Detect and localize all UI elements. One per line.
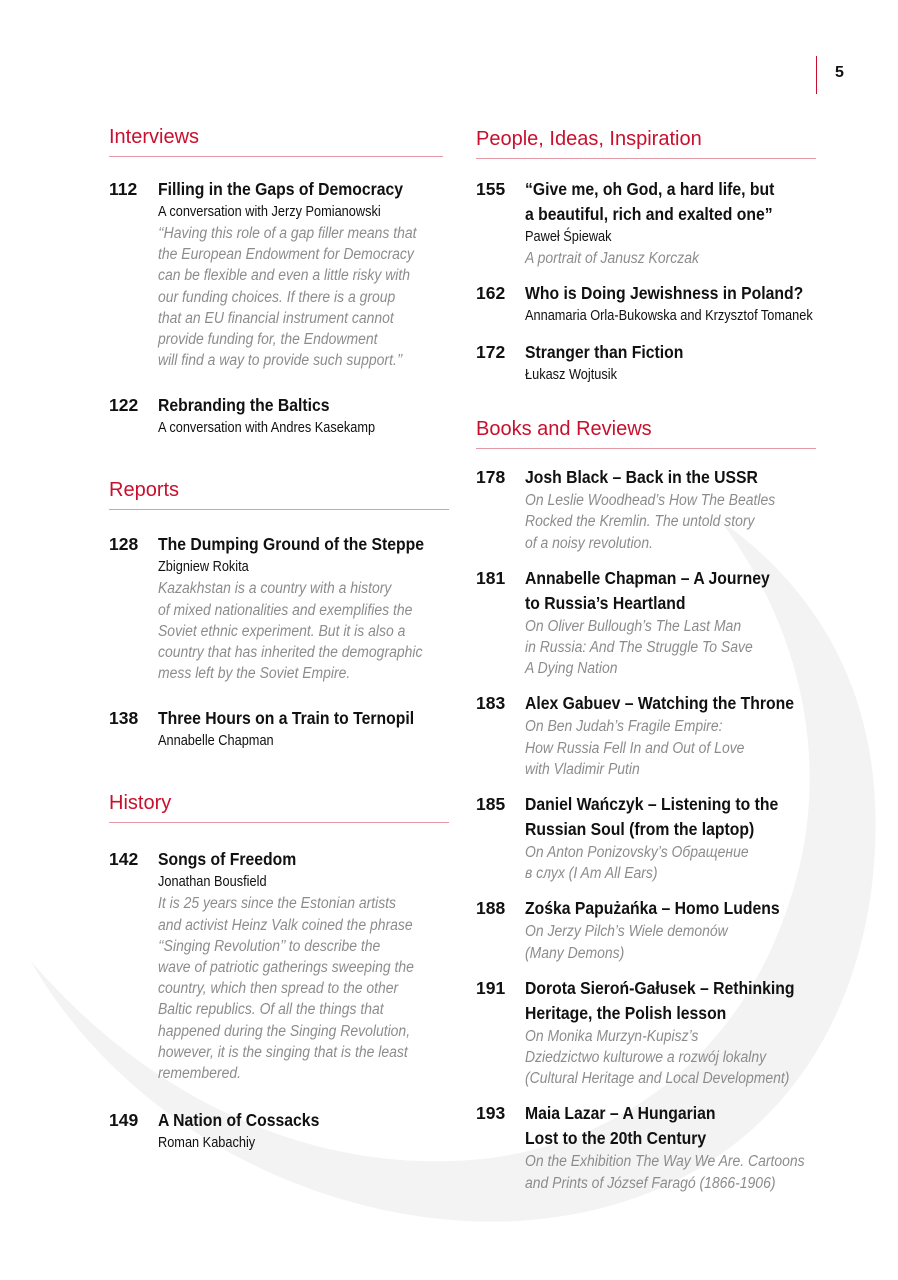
entry-desc-line: the European Endowment for Democracy xyxy=(158,246,414,264)
entry-title-line: Russian Soul (from the laptop) xyxy=(525,819,755,840)
entry-desc-line: Soviet ethnic experiment. But it is also a xyxy=(158,622,406,640)
entry-author: A conversation with Andres Kasekamp xyxy=(158,420,376,437)
entry-title-line: Dorota Sieroń-Gałusek – Rethinking xyxy=(525,977,795,998)
toc-entry[interactable] xyxy=(109,532,449,684)
entry-desc-line: A portrait of Janusz Korczak xyxy=(525,250,699,267)
entry-desc-line: в слух (I Am All Ears) xyxy=(525,865,658,883)
entry-title-line: Maia Lazar – A Hungarian xyxy=(525,1103,716,1124)
entry-desc-line: A Dying Nation xyxy=(525,660,618,678)
entry-title-line: Alex Gabuev – Watching the Throne xyxy=(525,693,794,714)
section-interviews xyxy=(109,124,449,157)
entry-author: Annamaria Orla-Bukowska and Krzysztof Tomanek xyxy=(525,308,813,325)
entry-title-line: Josh Black – Back in the USSR xyxy=(525,467,758,488)
entry-title: Rebranding the Baltics xyxy=(158,395,330,416)
entry-desc-line: It is 25 years since the Estonian artists xyxy=(158,895,397,913)
entry-title: A Nation of Cossacks xyxy=(158,1110,320,1131)
entry-title: Songs of Freedom xyxy=(158,849,297,870)
entry-desc-line: and Prints of József Faragó (1866-1906) xyxy=(525,1174,776,1192)
entry-page: 178 xyxy=(476,467,506,488)
toc-entry[interactable] xyxy=(476,792,821,884)
entry-title: Stranger than Fiction xyxy=(525,342,684,363)
toc-entry[interactable] xyxy=(476,976,821,1090)
entry-desc-line: provide funding for, the Endowment xyxy=(158,331,378,349)
entry-title-line: “Give me, oh God, a hard life, but xyxy=(525,179,775,199)
section-people-ideas xyxy=(476,126,821,159)
entry-desc-line: country that has inherited the demographic xyxy=(158,644,423,662)
entry-page: 188 xyxy=(476,898,506,919)
toc-entry[interactable] xyxy=(476,281,821,327)
section-history xyxy=(109,790,449,823)
entry-desc-line: mess left by the Soviet Empire. xyxy=(158,665,351,683)
entry-author: Jonathan Bousfield xyxy=(158,874,267,891)
entry-author: A conversation with Jerzy Pomianowski xyxy=(158,204,381,220)
entry-author: Roman Kabachiy xyxy=(158,1135,256,1152)
entry-page: 181 xyxy=(476,567,506,588)
entry-page: 193 xyxy=(476,1103,506,1124)
entry-desc-line: Kazakhstan is a country with a history xyxy=(158,580,392,598)
entry-desc-line: in Russia: And The Struggle To Save xyxy=(525,639,753,657)
toc-entry[interactable] xyxy=(109,177,449,371)
entry-title: Who is Doing Jewishness in Poland? xyxy=(525,283,804,304)
entry-desc-line: (Many Demons) xyxy=(525,944,625,962)
entry-desc-line: of a noisy revolution. xyxy=(525,534,653,552)
section-divider xyxy=(109,156,443,157)
entry-author: Annabelle Chapman xyxy=(158,733,274,750)
entry-desc-line: On Jerzy Pilch’s Wiele demonów xyxy=(525,923,728,941)
section-title: People, Ideas, Inspiration xyxy=(476,128,702,150)
entry-desc-line: country, which then spread to the other xyxy=(158,980,399,998)
toc-entry[interactable] xyxy=(109,393,449,439)
entry-desc-line: Rocked the Kremlin. The untold story xyxy=(525,513,755,531)
entry-desc-line: however, it is the singing that is the least xyxy=(158,1043,408,1061)
section-divider xyxy=(476,448,816,449)
entry-page: 112 xyxy=(109,179,138,199)
entry-desc-line: On Leslie Woodhead’s How The Beatles xyxy=(525,492,776,510)
entry-title-line: Zośka Papużańka – Homo Ludens xyxy=(525,898,780,919)
toc-entry[interactable] xyxy=(476,691,821,780)
entry-title-line: to Russia’s Heartland xyxy=(525,592,686,613)
section-title: Reports xyxy=(109,479,180,502)
entry-page: 191 xyxy=(476,977,506,998)
toc-entry[interactable] xyxy=(476,340,821,386)
toc-entry[interactable] xyxy=(476,896,821,963)
section-reports xyxy=(109,477,449,510)
section-divider xyxy=(109,822,449,823)
entry-desc-line: of mixed nationalities and exemplifies the xyxy=(158,601,413,619)
entry-desc-line: wave of patriotic gatherings sweeping the xyxy=(158,959,414,977)
toc-entry[interactable] xyxy=(109,706,449,752)
entry-page: 162 xyxy=(476,283,506,304)
entry-desc-line: can be flexible and even a little risky with xyxy=(158,267,411,285)
page-number: 5 xyxy=(835,64,844,81)
entry-title: Filling in the Gaps of Democracy xyxy=(158,179,404,199)
entry-desc-line: and activist Heinz Valk coined the phrase xyxy=(158,916,413,934)
entry-page: 183 xyxy=(476,693,506,714)
section-title: History xyxy=(109,792,172,815)
entry-desc-line: On the Exhibition The Way We Are. Cartoons xyxy=(525,1153,805,1171)
entry-page: 128 xyxy=(109,534,139,555)
entry-author: Zbigniew Rokita xyxy=(158,559,249,576)
entry-desc-line: ‘‘Having this role of a gap filler means that xyxy=(158,225,417,242)
entry-title-line: Heritage, the Polish lesson xyxy=(525,1002,727,1023)
entry-page: 142 xyxy=(109,849,139,870)
entry-title-line: Annabelle Chapman – A Journey xyxy=(525,567,770,588)
entry-desc-line: How Russia Fell In and Out of Love xyxy=(525,739,745,757)
page-number-rule xyxy=(816,56,817,94)
entry-page: 155 xyxy=(476,179,506,199)
entry-desc-line: our funding choices. If there is a group xyxy=(158,288,396,306)
entry-author: Paweł Śpiewak xyxy=(525,229,612,245)
entry-desc-line: Dziedzictwo kulturowe a rozwój lokalny xyxy=(525,1049,767,1067)
toc-entry[interactable] xyxy=(476,566,821,680)
entry-page: 122 xyxy=(109,395,139,416)
entry-page: 185 xyxy=(476,794,506,815)
entry-desc-line: will find a way to provide such support.’’ xyxy=(158,352,403,370)
entry-desc-line: On Ben Judah’s Fragile Empire: xyxy=(525,718,723,736)
entry-author: Łukasz Wojtusik xyxy=(525,367,617,384)
section-title: Interviews xyxy=(109,126,200,148)
entry-desc-line: with Vladimir Putin xyxy=(525,760,640,778)
toc-entry[interactable] xyxy=(476,465,821,554)
entry-title-line: a beautiful, rich and exalted one” xyxy=(525,204,773,224)
entry-desc-line: happened during the Singing Revolution, xyxy=(158,1022,411,1040)
entry-title: The Dumping Ground of the Steppe xyxy=(158,534,424,555)
section-divider xyxy=(476,158,816,159)
left-column xyxy=(109,124,449,1154)
toc-entry[interactable] xyxy=(476,177,821,269)
entry-title: Three Hours on a Train to Ternopil xyxy=(158,708,415,729)
entry-desc-line: remembered. xyxy=(158,1065,241,1083)
entry-page: 138 xyxy=(109,708,139,729)
section-books-reviews xyxy=(476,416,821,449)
entry-desc-line: that an EU financial instrument cannot xyxy=(158,309,394,327)
entry-title-line: Lost to the 20th Century xyxy=(525,1128,707,1149)
right-column xyxy=(476,126,821,1194)
entry-desc-line: On Anton Ponizovsky’s Обращение xyxy=(525,844,749,862)
entry-desc-line: On Oliver Bullough’s The Last Man xyxy=(525,617,742,635)
entry-desc-line: Baltic republics. Of all the things that xyxy=(158,1001,384,1019)
toc-entry[interactable] xyxy=(109,847,449,1084)
entry-title-line: Daniel Wańczyk – Listening to the xyxy=(525,794,779,815)
toc-entry[interactable] xyxy=(476,1101,821,1193)
section-divider xyxy=(109,509,449,510)
entry-page: 172 xyxy=(476,342,506,363)
entry-desc-line: On Monika Murzyn-Kupisz’s xyxy=(525,1027,699,1045)
entry-desc-line: ‘‘Singing Revolution’’ to describe the xyxy=(158,937,381,955)
entry-desc-line: (Cultural Heritage and Local Development) xyxy=(525,1070,790,1088)
entry-page: 149 xyxy=(109,1110,139,1131)
toc-entry[interactable] xyxy=(109,1108,449,1154)
section-title: Books and Reviews xyxy=(476,418,652,441)
